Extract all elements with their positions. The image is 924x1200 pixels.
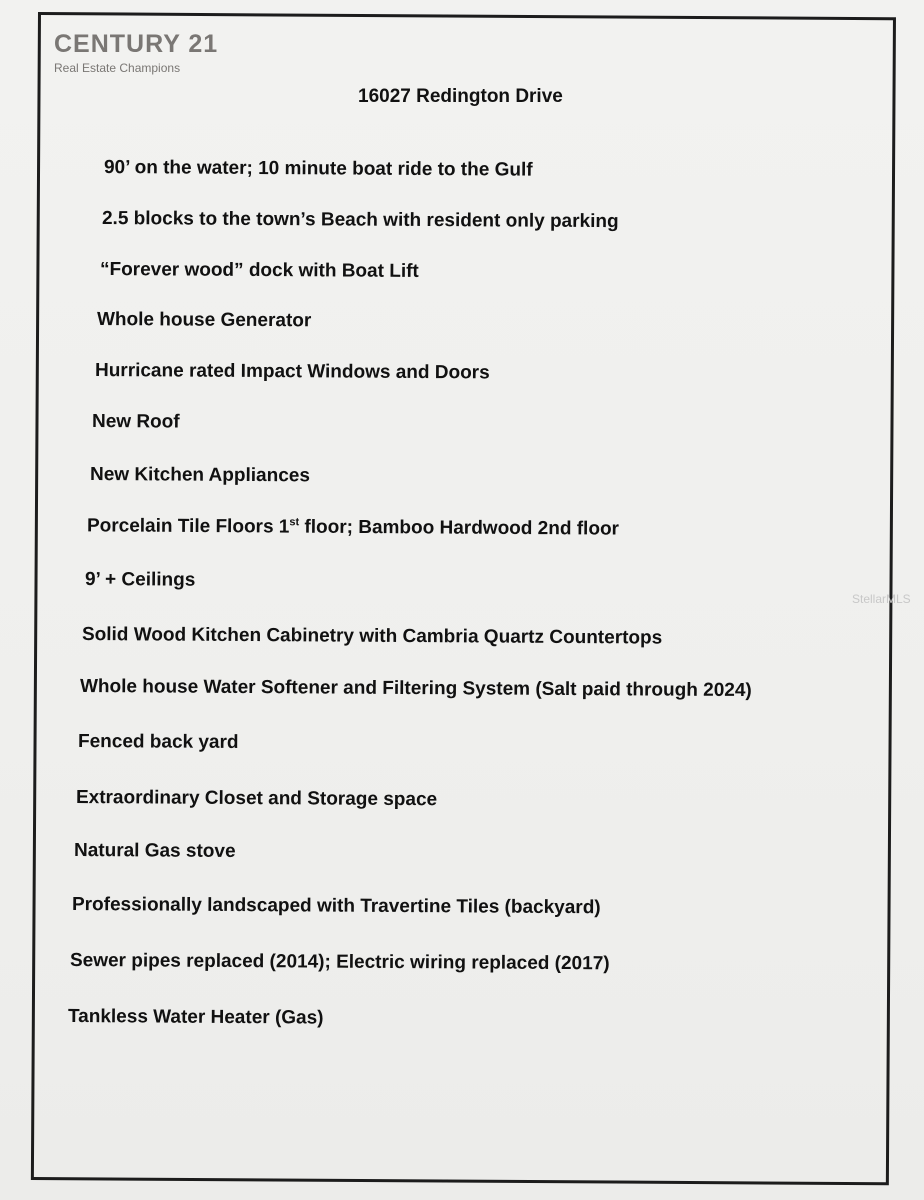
feature-item: Hurricane rated Impact Windows and Doors	[94, 360, 490, 384]
brand-subtitle: Real Estate Champions	[54, 61, 181, 75]
brand-name: CENTURY 21	[54, 30, 219, 58]
feature-item: “Forever wood” dock with Boat Lift	[99, 259, 419, 282]
property-address: 16027 Redington Drive	[358, 86, 563, 107]
feature-item: Natural Gas stove	[73, 840, 236, 862]
feature-item: Whole house Generator	[96, 309, 312, 332]
feature-item: Porcelain Tile Floors 1st floor; Bamboo Hardwood 2nd floor	[86, 515, 620, 540]
feature-item: Fenced back yard	[77, 731, 239, 753]
feature-item: Whole house Water Softener and Filtering System (Salt paid through 2024)	[79, 676, 752, 702]
feature-item: Professionally landscaped with Travertine Tiles (backyard)	[71, 894, 601, 919]
feature-item: Sewer pipes replaced (2014); Electric wiring replaced (2017)	[69, 950, 610, 975]
watermark: StellarMLS	[852, 592, 911, 606]
feature-item: 9’ + Ceilings	[84, 569, 196, 591]
feature-item: 90’ on the water; 10 minute boat ride to the Gulf	[103, 157, 533, 181]
feature-item: Extraordinary Closet and Storage space	[75, 787, 438, 811]
feature-item: Tankless Water Heater (Gas)	[67, 1006, 324, 1029]
feature-item: New Roof	[91, 411, 180, 433]
feature-item: 2.5 blocks to the town’s Beach with resident only parking	[101, 208, 619, 233]
feature-item: New Kitchen Appliances	[89, 464, 311, 487]
feature-item: Solid Wood Kitchen Cabinetry with Cambria Quartz Countertops	[81, 624, 663, 649]
